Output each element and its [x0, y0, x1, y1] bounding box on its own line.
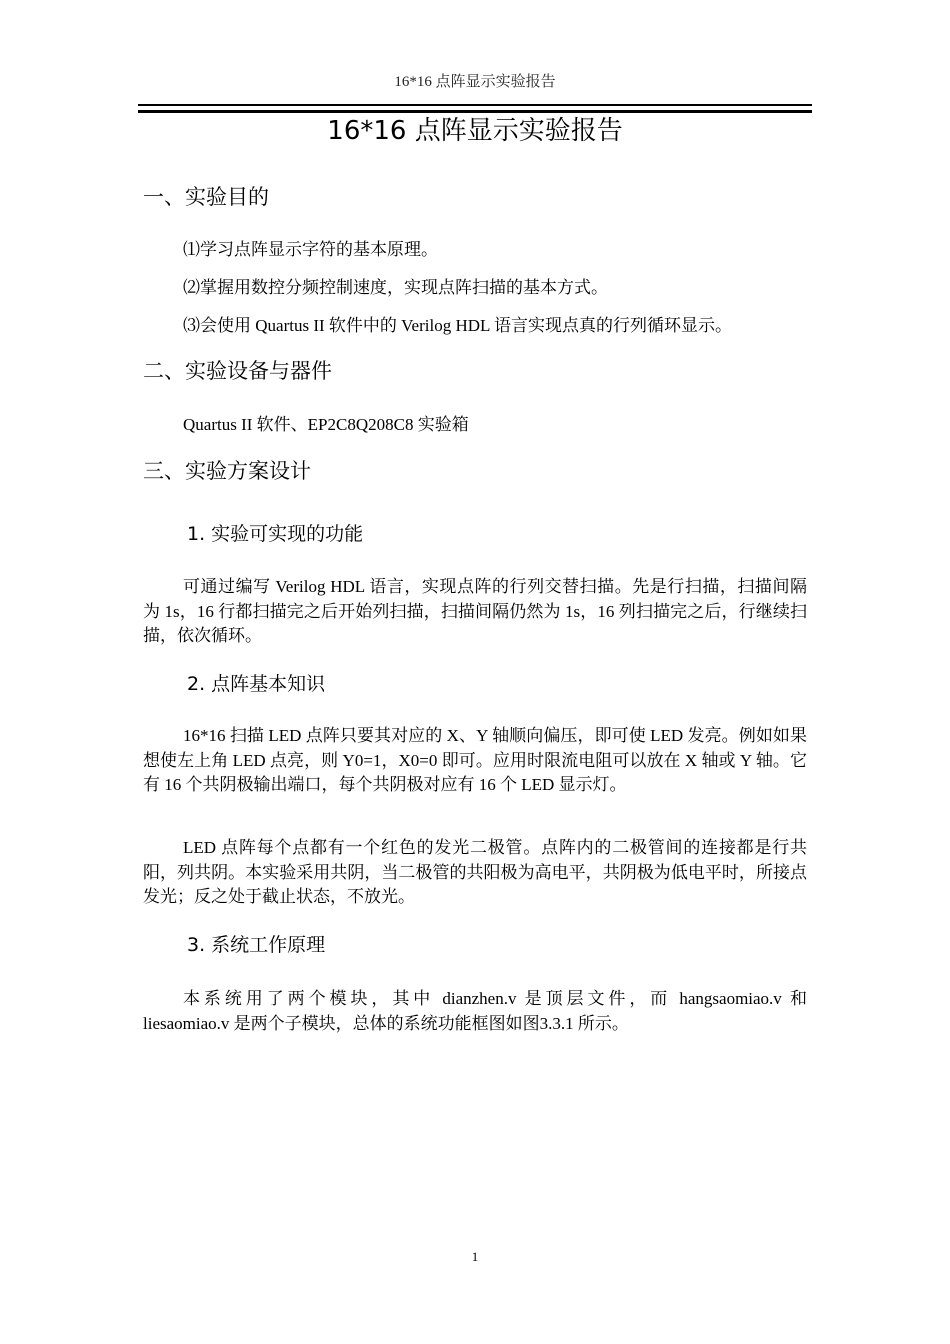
- principle-paragraph: 本系统用了两个模块，其中 dianzhen.v 是顶层文件，而 hangsaomiao.v 和 liesaomiao.v 是两个子模块，总体的系统功能框图如图3.3.1 所示。: [143, 989, 807, 1033]
- purpose-item-1: ⑴学习点阵显示字符的基本原理。: [183, 240, 438, 259]
- document-title: 16*16 点阵显示实验报告: [327, 116, 623, 146]
- page-number: 1: [471, 1249, 479, 1264]
- purpose-item-3: ⑶会使用 Quartus II 软件中的 Verilog HDL 语言实现点真的行列循环显示。: [183, 316, 732, 335]
- functions-paragraph: 可通过编写 Verilog HDL 语言，实现点阵的行列交替扫描。先是行扫描，扫描间隔为 1s，16 行都扫描完之后开始列扫描，扫描间隔仍然为 1s，16 列扫描完之后，行继续扫描，依次循环。: [143, 577, 807, 645]
- running-header: 16*16 点阵显示实验报告: [394, 74, 556, 90]
- purpose-item-2: ⑵掌握用数控分频控制速度，实现点阵扫描的基本方式。: [183, 278, 608, 297]
- basics-paragraph-1: 16*16 扫描 LED 点阵只要其对应的 X、Y 轴顺向偏压，即可使 LED 发亮。例如如果想使左上角 LED 点亮，则 Y0=1，X0=0 即可。应用时限流电阻可以放在 X 轴或 Y 轴。它有 16 个共阴极输出端口，每个共阴极对应有 16 个 LED 显示灯。: [143, 726, 807, 794]
- basics-paragraph-2: LED 点阵每个点都有一个红色的发光二极管。点阵内的二极管间的连接都是行共阳，列共阴。本实验采用共阴，当二极管的共阳极为高电平，共阴极为低电平时，所接点发光；反之处于截止状态，不放光。: [143, 838, 807, 906]
- equipment-text: Quartus II 软件、EP2C8Q208C8 实验箱: [183, 415, 469, 434]
- header-rule-thin: [138, 104, 812, 106]
- section-heading-purpose: 一、实验目的: [143, 185, 269, 209]
- subsection-heading-functions: 1. 实验可实现的功能: [187, 523, 364, 545]
- subsection-heading-basics: 2. 点阵基本知识: [187, 673, 326, 695]
- section-heading-design: 三、实验方案设计: [143, 459, 311, 483]
- section-heading-equipment: 二、实验设备与器件: [143, 359, 332, 383]
- subsection-heading-principle: 3. 系统工作原理: [187, 934, 326, 956]
